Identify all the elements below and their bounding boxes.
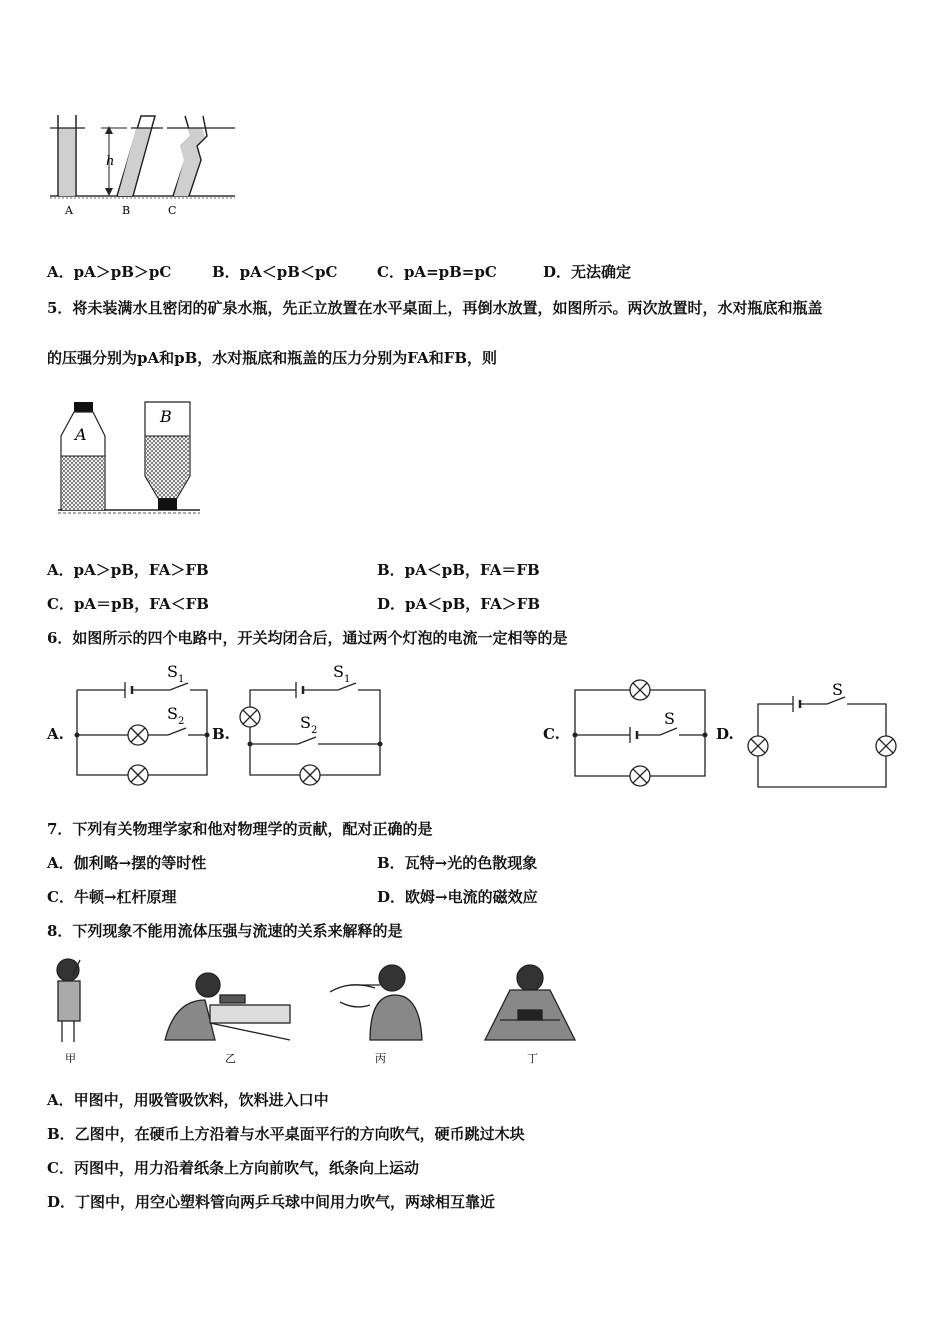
q7-option-d[interactable]: D．欧姆→电流的磁效应 — [377, 888, 538, 906]
circuit-d-label[interactable]: D. — [716, 725, 734, 743]
q8-option-a[interactable]: A．甲图中，用吸管吸饮料，饮料进入口中 — [47, 1091, 329, 1109]
q8-option-d[interactable]: D．丁图中，用空心塑料管向两乒乓球中间用力吹气，两球相互靠近 — [47, 1193, 496, 1211]
q5-stem-line1: 5．将未装满水且密闭的矿泉水瓶，先正立放置在水平桌面上，再倒水放置，如图所示。两次放置时，水对瓶底和瓶盖 — [47, 299, 823, 317]
h-label: h — [106, 154, 115, 169]
q5-stem-line2: 的压强分别为pA和pB，水对瓶底和瓶盖的压力分别为FA和FB，则 — [47, 349, 498, 367]
q7-option-b[interactable]: B．瓦特→光的色散现象 — [377, 854, 538, 872]
svg-text:1: 1 — [178, 674, 185, 685]
svg-text:S: S — [333, 662, 344, 681]
q7-option-c[interactable]: C．牛顿→杠杆原理 — [47, 888, 177, 906]
q5-bottles-figure — [55, 398, 205, 520]
label-c: C — [168, 204, 177, 217]
circuit-a-label[interactable]: A. — [47, 725, 64, 743]
q4-option-d[interactable]: D．无法确定 — [543, 263, 632, 281]
q5-option-b[interactable]: B．pA＜pB，FA＝FB — [377, 561, 540, 579]
circuit-a — [70, 655, 215, 780]
q7-stem: 7．下列有关物理学家和他对物理学的贡献，配对正确的是 — [47, 820, 433, 838]
svg-text:2: 2 — [178, 716, 185, 727]
fig-jia-label: 甲 — [65, 1052, 76, 1065]
circuit-d — [745, 680, 895, 790]
svg-text:1: 1 — [344, 674, 351, 685]
q8-figures — [40, 950, 585, 1070]
q6-stem: 6．如图所示的四个电路中，开关均闭合后，通过两个灯泡的电流一定相等的是 — [47, 629, 568, 647]
q5-option-a[interactable]: A．pA＞pB，FA＞FB — [47, 561, 209, 579]
circuit-c-label[interactable]: C. — [543, 725, 560, 743]
switch-s2-label: S — [167, 704, 178, 723]
svg-text:S: S — [300, 713, 311, 732]
q4-option-a[interactable]: A．pA＞pB＞pC — [47, 263, 172, 281]
fig-bing-label: 丙 — [375, 1052, 386, 1065]
q5-option-c[interactable]: C．pA＝pB，FA＜FB — [47, 595, 209, 613]
switch-s-label: S — [664, 709, 675, 728]
bottle-b-label: B — [160, 407, 172, 426]
circuit-c — [565, 680, 715, 785]
svg-text:S: S — [832, 680, 843, 699]
q5-option-d[interactable]: D．pA＜pB，FA＞FB — [377, 595, 541, 613]
q7-option-a[interactable]: A．伽利略→摆的等时性 — [47, 854, 207, 872]
q4-option-c[interactable]: C．pA=pB=pC — [377, 263, 497, 281]
q8-option-b[interactable]: B．乙图中，在硬币上方沿着与水平桌面平行的方向吹气，硬币跳过木块 — [47, 1125, 525, 1143]
circuit-b — [238, 655, 388, 780]
svg-text:2: 2 — [311, 725, 318, 736]
q8-stem: 8．下列现象不能用流体压强与流速的关系来解释的是 — [47, 922, 403, 940]
q4-tubes-figure — [45, 110, 245, 220]
q8-option-c[interactable]: C．丙图中，用力沿着纸条上方向前吹气，纸条向上运动 — [47, 1159, 419, 1177]
circuit-b-label[interactable]: B. — [212, 725, 230, 743]
fig-ding-label: 丁 — [527, 1052, 538, 1065]
fig-yi-label: 乙 — [225, 1052, 236, 1065]
bottle-a-label: A — [75, 425, 87, 444]
q4-option-b[interactable]: B．pA＜pB＜pC — [212, 263, 338, 281]
switch-s1-label: S — [167, 662, 178, 681]
label-a: A — [65, 204, 73, 217]
label-b: B — [122, 204, 131, 217]
